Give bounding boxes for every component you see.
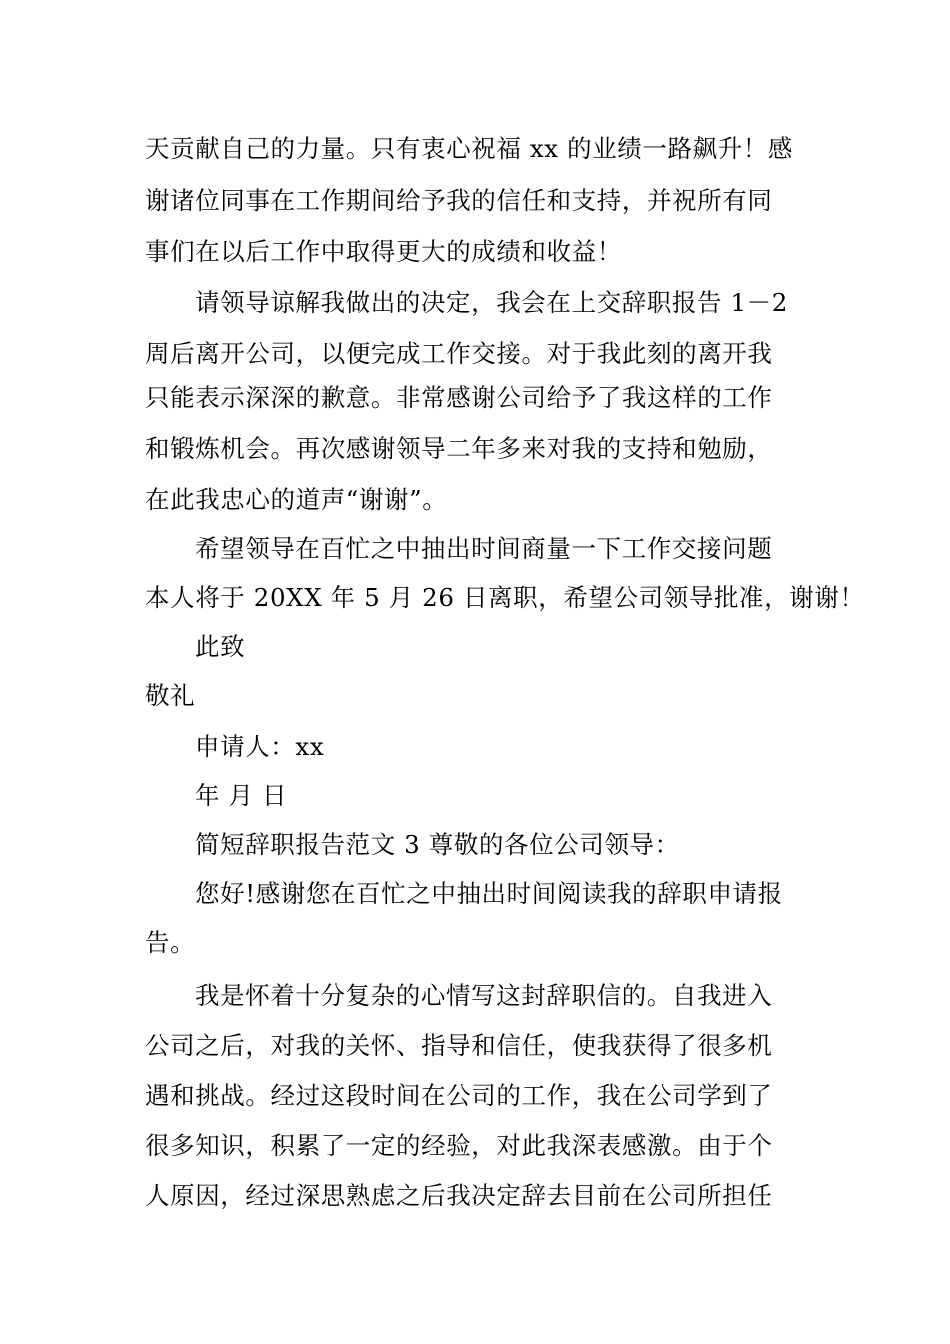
text-line: 敬礼 [145, 681, 196, 710]
text-line: 年 月 日 [195, 781, 288, 810]
text-line: 告。 [145, 928, 196, 957]
text-line: 周后离开公司，以便完成工作交接。对于我此刻的离开我 [145, 339, 773, 368]
text-line: 和锻炼机会。再次感谢领导二年多来对我的支持和勉励， [145, 434, 773, 463]
text-line: 此致 [195, 632, 246, 661]
text-line: 很多知识，积累了一定的经验，对此我深表感激。由于个 [145, 1131, 773, 1160]
text-line: 希望领导在百忙之中抽出时间商量一下工作交接问题 [195, 534, 773, 563]
text-line: 谢诸位同事在工作期间给予我的信任和支持，并祝所有同 [145, 186, 773, 215]
text-line: 天贡献自己的力量。只有衷心祝福 xx 的业绩一路飙升！感 [145, 134, 794, 163]
text-line: 简短辞职报告范文 3 尊敬的各位公司领导： [195, 830, 680, 859]
text-line: 我是怀着十分复杂的心情写这封辞职信的。自我进入 [195, 981, 773, 1010]
text-line: 申请人：xx [195, 732, 325, 761]
text-line: 本人将于 20XX 年 5 月 26 日离职，希望公司领导批准，谢谢！ [145, 583, 865, 612]
text-line: 事们在以后工作中取得更大的成绩和收益！ [145, 237, 622, 266]
text-line: 只能表示深深的歉意。非常感谢公司给予了我这样的工作 [145, 383, 773, 412]
text-line: 公司之后，对我的关怀、指导和信任，使我获得了很多机 [145, 1031, 773, 1060]
text-line: 遇和挑战。经过这段时间在公司的工作，我在公司学到了 [145, 1081, 773, 1110]
text-line: 您好!感谢您在百忙之中抽出时间阅读我的辞职申请报 [195, 879, 783, 908]
text-line: 人原因，经过深思熟虑之后我决定辞去目前在公司所担任 [145, 1181, 773, 1210]
text-line: 在此我忠心的道声“谢谢”。 [145, 485, 448, 514]
text-line: 请领导谅解我做出的决定，我会在上交辞职报告 1－2 [195, 288, 788, 317]
